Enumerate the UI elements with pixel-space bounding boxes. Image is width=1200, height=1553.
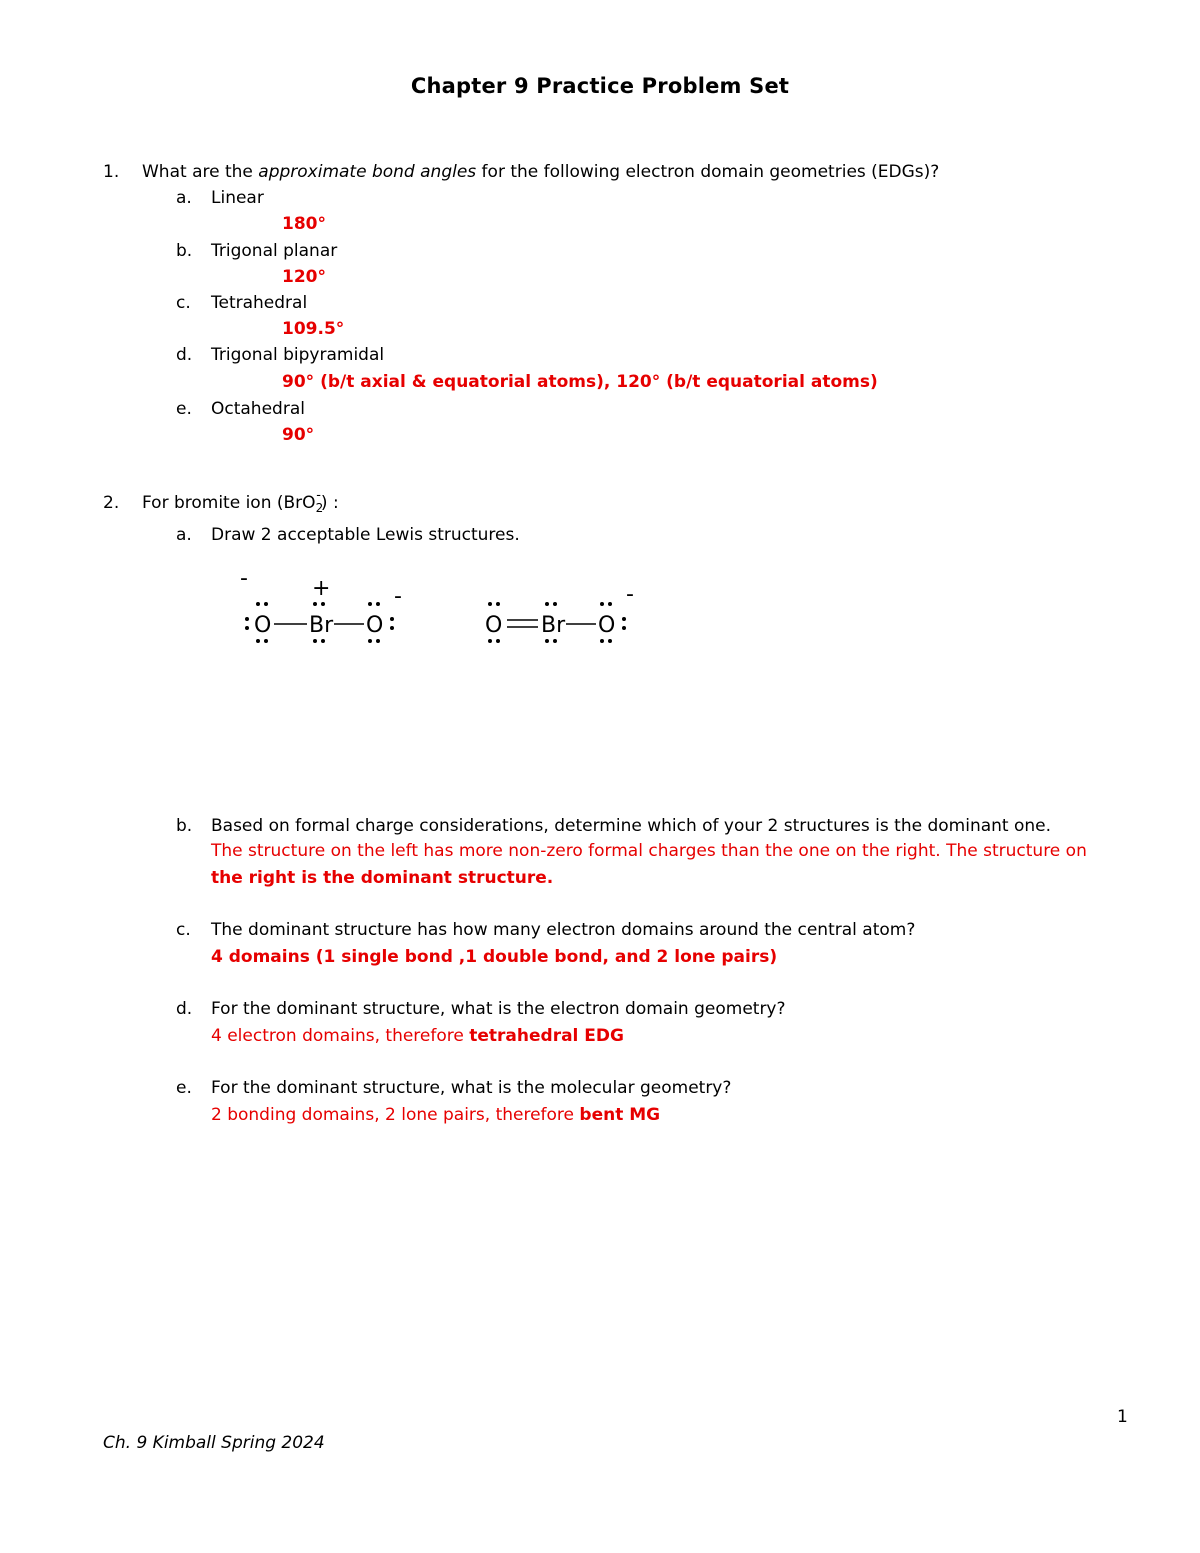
q1-prefix: What are the — [142, 162, 259, 182]
q2-subscript: 2 — [315, 501, 324, 515]
q2e-answer — [211, 1104, 660, 1126]
q2-number: 2. — [103, 493, 120, 513]
q2b-answer-line2: the right is the dominant structure. — [211, 868, 554, 888]
charge-left-br: + — [312, 576, 331, 601]
charge-left-o1: - — [240, 575, 248, 591]
footer: Ch. 9 Kimball Spring 2024 — [103, 1433, 325, 1453]
q1d-letter: d. — [176, 345, 193, 365]
q2-suffix: ) : — [320, 493, 339, 513]
page-title: Chapter 9 Practice Problem Set — [410, 74, 790, 98]
q2b-letter: b. — [176, 816, 193, 836]
lewis-left — [240, 575, 402, 643]
q1e-letter: e. — [176, 399, 192, 419]
q2a-letter: a. — [176, 525, 192, 545]
q2c-answer: 4 domains (1 single bond ,1 double bond, and 2 lone pairs) — [211, 947, 778, 967]
q2e-letter: e. — [176, 1078, 192, 1098]
q1c-label: Tetrahedral — [211, 293, 308, 313]
q2c-letter: c. — [176, 920, 191, 940]
atom-right-br: Br — [541, 613, 566, 638]
q2d-answer-prefix: 4 electron domains, therefore — [211, 1026, 470, 1046]
q1b-letter: b. — [176, 241, 193, 261]
q2b-answer-line1: The structure on the left has more non-zero formal charges than the one on the right. The structure on — [211, 841, 1087, 861]
lewis-structures — [220, 575, 660, 665]
q1d-label: Trigonal bipyramidal — [211, 345, 385, 365]
q2a-text: Draw 2 acceptable Lewis structures. — [211, 525, 520, 545]
q1e-label: Octahedral — [211, 399, 305, 419]
charge-left-o2: - — [394, 584, 402, 609]
q2-text — [142, 488, 339, 516]
q2e-text: For the dominant structure, what is the molecular geometry? — [211, 1078, 732, 1098]
q1-italic: approximate bond angles — [258, 162, 477, 182]
q1-suffix: for the following electron domain geometries (EDGs)? — [476, 162, 940, 182]
q2d-text: For the dominant structure, what is the electron domain geometry? — [211, 999, 786, 1019]
q2d-answer — [211, 1025, 624, 1047]
lewis-right — [485, 582, 634, 643]
q1a-label: Linear — [211, 188, 264, 208]
q1b-label: Trigonal planar — [211, 241, 338, 261]
page-number: 1 — [1117, 1407, 1128, 1427]
q2e-answer-prefix: 2 bonding domains, 2 lone pairs, therefore — [211, 1105, 580, 1125]
atom-left-br: Br — [309, 613, 334, 638]
q1a-answer: 180° — [282, 214, 326, 234]
q2d-answer-bold: tetrahedral EDG — [469, 1026, 624, 1046]
q2b-text: Based on formal charge considerations, determine which of your 2 structures is the dominant one. — [211, 816, 1052, 836]
q1a-letter: a. — [176, 188, 192, 208]
q2-prefix: For bromite ion (BrO — [142, 493, 316, 513]
q2e-answer-bold: bent MG — [579, 1105, 661, 1125]
q1c-letter: c. — [176, 293, 191, 313]
q2d-letter: d. — [176, 999, 193, 1019]
q2-superscript: - — [316, 488, 321, 503]
q1e-answer: 90° — [282, 425, 315, 445]
q1-text — [142, 161, 939, 183]
atom-left-o2: O — [366, 613, 384, 638]
q1c-answer: 109.5° — [282, 319, 345, 339]
atom-left-o1: O — [254, 613, 272, 638]
q1b-answer: 120° — [282, 267, 326, 287]
q2c-text: The dominant structure has how many electron domains around the central atom? — [211, 920, 916, 940]
q1d-answer: 90° (b/t axial & equatorial atoms), 120° (b/t equatorial atoms) — [282, 372, 878, 392]
charge-right-o2: - — [626, 582, 634, 607]
atom-right-o2: O — [598, 613, 616, 638]
atom-right-o1: O — [485, 613, 503, 638]
q1-number: 1. — [103, 162, 120, 182]
